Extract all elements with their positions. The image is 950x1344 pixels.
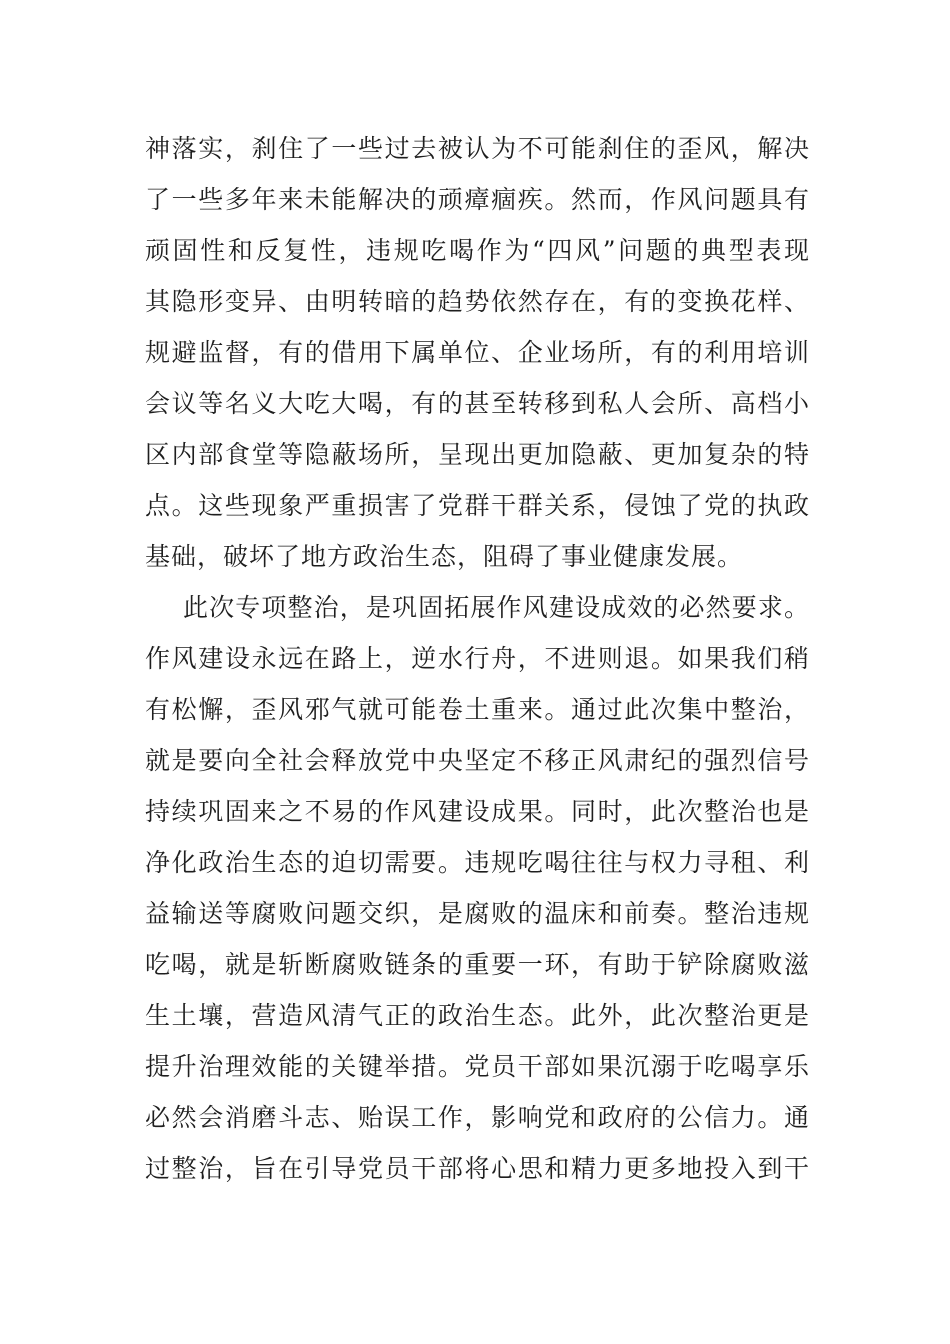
text-line: 规避监督，有的借用下属单位、企业场所，有的利用培训 [145, 338, 810, 367]
text-line: 就是要向全社会释放党中央坚定不移正风肃纪的强烈信号 [145, 746, 810, 775]
text-line: 持续巩固来之不易的作风建设成果。同时，此次整治也是 [145, 797, 810, 826]
text-line: 会议等名义大吃大喝，有的甚至转移到私人会所、高档小 [145, 389, 810, 418]
text-line: 过整治，旨在引导党员干部将心思和精力更多地投入到干 [145, 1154, 810, 1183]
text-line: 区内部食堂等隐蔽场所，呈现出更加隐蔽、更加复杂的特 [145, 440, 810, 469]
text-line: 神落实，刹住了一些过去被认为不可能刹住的歪风，解决 [145, 134, 810, 163]
text-line: 益输送等腐败问题交织，是腐败的温床和前奏。整治违规 [145, 899, 810, 928]
text-line: 必然会消磨斗志、贻误工作，影响党和政府的公信力。通 [145, 1103, 810, 1132]
paragraph-first-line: 此次专项整治，是巩固拓展作风建设成效的必然要求。 [183, 593, 810, 622]
text-line: 净化政治生态的迫切需要。违规吃喝往往与权力寻租、利 [145, 848, 810, 877]
text-line: 生土壤，营造风清气正的政治生态。此外，此次整治更是 [145, 1001, 810, 1030]
text-line: 吃喝，就是斩断腐败链条的重要一环，有助于铲除腐败滋 [145, 950, 810, 979]
text-line: 提升治理效能的关键举措。党员干部如果沉溺于吃喝享乐 [145, 1052, 810, 1081]
text-line: 作风建设永远在路上，逆水行舟，不进则退。如果我们稍 [145, 644, 810, 673]
text-line: 其隐形变异、由明转暗的趋势依然存在，有的变换花样、 [145, 287, 810, 316]
text-line: 了一些多年来未能解决的顽瘴痼疾。然而，作风问题具有 [145, 185, 810, 214]
text-line: 有松懈，歪风邪气就可能卷土重来。通过此次集中整治， [145, 695, 810, 724]
text-line: 顽固性和反复性，违规吃喝作为“四风”问题的典型表现 [145, 236, 810, 265]
text-line: 基础，破坏了地方政治生态，阻碍了事业健康发展。 [145, 542, 744, 571]
text-line: 点。这些现象严重损害了党群干群关系，侵蚀了党的执政 [145, 491, 810, 520]
